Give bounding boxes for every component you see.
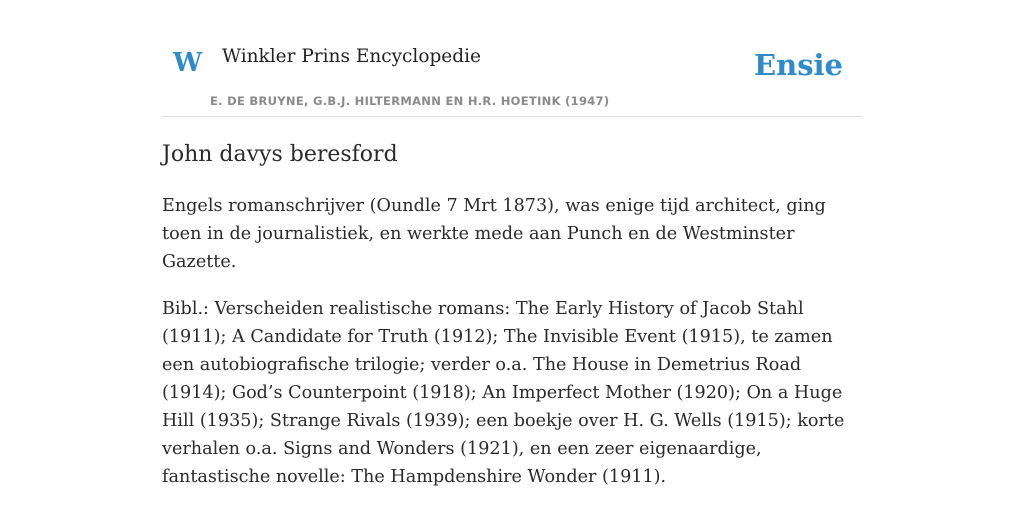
ensie-logo-link[interactable]: Ensie [754,48,843,82]
source-header [162,0,862,117]
entry-content [162,140,862,510]
entry-title: John davys beresford [162,142,398,167]
entry-paragraph-bibliography: Bibl.: Verscheiden realistische romans: The Early History of Jacob Stahl (1911); A Candidate for Truth (1912); The Invisible Event (1915), te zamen een autobiografische trilogie; verder o.a. The House in Demetrius Road (1914); God’s Counterpoint (1918); An Imperfect Mother (1920); On a Huge Hill (1935); Strange Rivals (1939); een boekje over H. G. Wells (1915); korte verhalen o.a. Signs and Wonders (1921), en een zeer eigenaardige, fantastische novelle: The Hampdenshire Wonder (1911). [162,299,845,487]
entry-paragraph-biography: Engels romanschrijver (Oundle 7 Mrt 1873), was enige tijd architect, ging toen in de journalistiek, en werkte mede aan Punch en de Westminster Gazette. [162,196,826,272]
source-title[interactable]: Winkler Prins Encyclopedie [222,46,481,67]
winkler-prins-logo[interactable]: W [173,48,203,78]
source-authors: E. DE BRUYNE, G.B.J. HILTERMANN EN H.R. HOETINK (1947) [210,94,610,108]
